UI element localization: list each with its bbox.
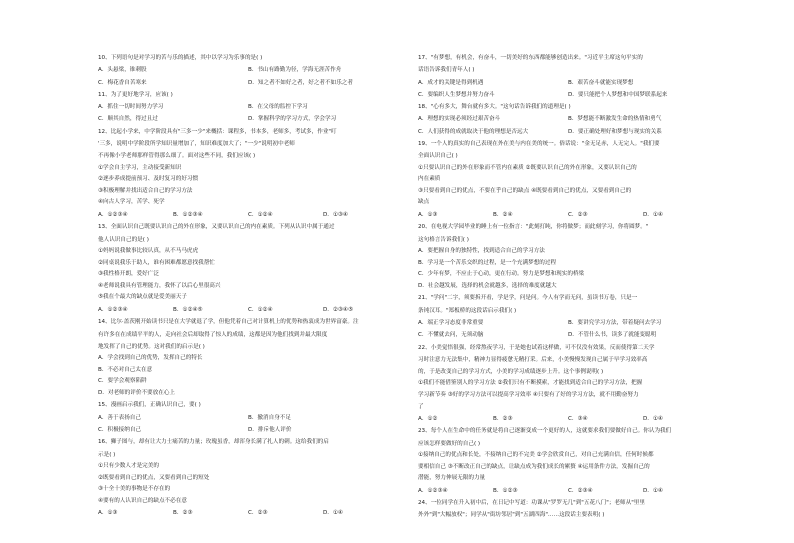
q12-option-a[interactable]: A．①②③④ bbox=[98, 212, 128, 219]
q13-stem-line1: 13、全面认识自己既要认识自己的外在形象，又要认识自己的内在素质。下列从认识中属于通过 bbox=[98, 224, 335, 231]
left-column bbox=[98, 52, 398, 520]
q10-options-row1 bbox=[98, 64, 398, 76]
q11-option-d[interactable]: D．掌握科学的学习方式，学会学习 bbox=[248, 116, 337, 123]
q19-option-a[interactable]: A．①③ bbox=[418, 212, 438, 219]
q22-options bbox=[418, 413, 718, 425]
q17-option-a[interactable]: A．成才的关键是得到机遇 bbox=[418, 79, 484, 86]
q19-item: 缺点 bbox=[418, 199, 430, 206]
q22-item: 了 bbox=[418, 403, 424, 410]
q13-option-b[interactable]: B．①②④⑤ bbox=[173, 306, 203, 313]
q20-option-c[interactable]: C．少年有梦，不应止于心动，更在行动。努力是梦想和现实的桥梁 bbox=[418, 271, 585, 278]
q22-option-d[interactable]: D．①④ bbox=[643, 416, 663, 423]
q19-stem-line1: 19、一个人的真实的自己表现在外在美与内在美的统一。俗话说："金无足赤，人无完人。"我们要 bbox=[418, 141, 660, 148]
q20-stem-line1: 20、在电视大学园毕业的睡上有一位指言："此刻打盹，你将做梦；而此刻学习，你将圆梦。" bbox=[418, 224, 649, 231]
q12-stem-line3: 不再像小学老师那样管得那么细了。面对这些不同，我们应该( ) bbox=[98, 153, 256, 160]
q18-option-b[interactable]: B．梦想能不断激发生命的热情和勇气 bbox=[568, 116, 662, 123]
q18-option-d[interactable]: D．要正确处理好和梦想与现实的关系 bbox=[568, 128, 662, 135]
q13-item: ⑤我在个最大的缺点就是爱美丽天子 bbox=[98, 294, 187, 301]
q23-item: ①接纳自己的优点和长处，不接纳自己的不完美 ②学会欣赏自己，对自己充满自信，任何时候都 bbox=[418, 452, 654, 459]
q22-stem-line2: 习时注意力无法集中，精神力显得疲惫无精打采。后来，小美慢慢发现自己属于早学习效率高 bbox=[418, 356, 648, 363]
q24-stem-line1: 24、一位同学在升入初中后，在日记中写道：功课从"罗罗无几"到"五花八门"；老师从"里里 bbox=[418, 500, 645, 507]
q15-options-row2 bbox=[98, 424, 398, 436]
q15-option-c[interactable]: C．积极接纳自己 bbox=[98, 427, 142, 434]
q15-option-d[interactable]: D．排斥他人评价 bbox=[248, 427, 292, 434]
q23-item: 要相信自己 ③不断改正自己的缺点，让缺点成为我们成长的累赘 ④运用条件方法，发掘自己的 bbox=[418, 463, 650, 470]
right-column bbox=[418, 52, 718, 522]
q17-option-b[interactable]: B．艰苦奋斗就能实现梦想 bbox=[568, 79, 634, 86]
q16-item: ①只有少数人才是完美的 bbox=[98, 462, 159, 469]
q19-item: ①只要认识自己的外在形象而不管内在素质 ②既要认识自己的外在形象，又要认识自己的 bbox=[418, 164, 637, 171]
q12-option-b[interactable]: B．①②③④ bbox=[173, 212, 203, 219]
q18-options-row1 bbox=[418, 113, 718, 125]
q10-stem: 10、下列语句是对学习的苦与乐的描述，其中以学习为乐事的是( ) bbox=[98, 55, 263, 61]
q19-option-c[interactable]: C．②③ bbox=[568, 212, 588, 219]
q12-option-d[interactable]: D．①③④ bbox=[323, 212, 348, 219]
q15-options-row1 bbox=[98, 412, 398, 424]
q13-item: ①妈妈说我做事比较认真，从不马马虎虎 bbox=[98, 247, 199, 254]
q21-option-c[interactable]: C．不懂就去问，无须动脑 bbox=[418, 332, 484, 339]
q23-option-b[interactable]: B．①②③ bbox=[493, 487, 518, 494]
q22-item: ①我们不能借鉴别人的学习方法 ②我们只有不断摸索，才能找到适合自己的学习方法，把握 bbox=[418, 380, 643, 387]
q13-item: ③我性格开朗，爱好广泛 bbox=[98, 271, 159, 278]
q19-item: ③只要看到自己的优点，不要在乎自己的缺点 ④既要看到自己的优点，又要看到自己的 bbox=[418, 187, 632, 194]
q12-item: ①学会自主学习，主动接受新知识 bbox=[98, 164, 182, 171]
q20-stem-line2: 这句格言告诉我们( ) bbox=[418, 236, 469, 243]
q16-option-d[interactable]: D．①④ bbox=[323, 510, 343, 517]
q22-option-b[interactable]: B．②③ bbox=[493, 416, 513, 423]
q10-options-row2 bbox=[98, 77, 398, 89]
q16-item: ②既要看到自己的优点，又要看到自己的短处 bbox=[98, 474, 210, 481]
q22-stem-line3: 的，于是改变自己的学习方式，小美的学习成绩逐步上升。这个事例说明( ) bbox=[418, 369, 604, 376]
q16-options bbox=[98, 507, 398, 519]
q13-option-c[interactable]: C．①②④ bbox=[248, 306, 273, 313]
q16-option-a[interactable]: A．①③ bbox=[98, 510, 118, 517]
q18-option-c[interactable]: C．人们获得的成就取决于他的理想是否远大 bbox=[418, 128, 529, 135]
q16-item: ③十全十美的事物是不存在的 bbox=[98, 486, 171, 493]
q19-item: 内在素质 bbox=[418, 176, 441, 183]
q21-option-d[interactable]: D．不管什么书，读多了就能变聪明 bbox=[568, 332, 657, 339]
q17-options-row2 bbox=[418, 89, 718, 101]
q13-item: ④老师说我具有管理能力，我怀了以后心里很高兴 bbox=[98, 282, 221, 289]
q23-stem-line1: 23、每个人在生命中的任务就是将自己逐渐变成一个更好的人，这就要求我们要做好自己。你认为我们 bbox=[418, 428, 672, 435]
q13-option-d[interactable]: D．②③④⑤ bbox=[323, 306, 353, 313]
q19-stem-line2: 全面认识自己( ) bbox=[418, 153, 458, 160]
q22-stem-line1: 22、小美觉悟很强，经常熬夜学习，于是她也试着这样做，可不仅没有效果，反而使得第二天学 bbox=[418, 344, 655, 351]
q15-stem: 15、漫画启示我们，正确认识自己，要( ) bbox=[98, 402, 201, 409]
q23-option-d[interactable]: D．①④ bbox=[643, 487, 663, 494]
q13-options bbox=[98, 304, 398, 316]
q15-option-a[interactable]: A．善于表扬自己 bbox=[98, 414, 141, 421]
q23-option-a[interactable]: A．①②③④ bbox=[418, 487, 448, 494]
q17-option-c[interactable]: C．要编织人生梦想并努力奋斗 bbox=[418, 91, 495, 98]
q22-item: 学习新节奏 ③好的学习方法可以提高学习效率 ④只要有了好的学习方法，就不用勤奋努力 bbox=[418, 391, 639, 398]
q17-stem-line1: 17、"有梦想，有机会，有奋斗，一切美好的东西都能够创造出来。"习近平主席这句平实的 bbox=[418, 55, 643, 61]
q14-option-a[interactable]: A．学会找到自己的优势，发挥自己的特长 bbox=[98, 355, 203, 362]
q10-option-d[interactable]: D．知之者不如好之者，好之者不如乐之者 bbox=[248, 79, 353, 86]
q16-stem-line2: 示是( ) bbox=[98, 451, 116, 458]
q12-item: ④向古人学习，苦学、死学 bbox=[98, 199, 165, 206]
q10-option-a[interactable]: A．头悬梁，锥刺股 bbox=[98, 67, 147, 74]
q12-stem-line1: 12、比起小学来，中学阶段具有"三多一少"来概括：课程多，书本多，老师多，考试多，作业"叮 bbox=[98, 128, 337, 135]
q17-stem-line2: 话语告诉我们青年人( ) bbox=[418, 67, 475, 74]
q11-options-row2 bbox=[98, 113, 398, 125]
q16-option-b[interactable]: B．②③ bbox=[173, 510, 193, 517]
q14-stem-line1: 14、比尔·盖茨刚开始读书只是在大学就退了学，但他凭着自己对计算机上的优势和热衷成为世界富豪。注 bbox=[98, 319, 359, 326]
q14-stem-line2: 有许多在在成绩平平的人，走向社会后却取得了惊人的成绩，这都是因为他们找到并最大限度 bbox=[98, 331, 328, 338]
q18-options-row2 bbox=[418, 126, 718, 138]
q23-options bbox=[418, 485, 718, 497]
q17-option-d[interactable]: D．要只能把个人梦想和中国梦联系起来 bbox=[568, 91, 668, 98]
q19-option-b[interactable]: B．②④ bbox=[493, 212, 513, 219]
q21-stem-line1: 21、"学问"二字，须要拆开看，学是学，问是问。今人有学而无问，虽读书万卷，只是一 bbox=[418, 295, 638, 302]
q23-stem-line2: 应该怎样要做好的自己( ) bbox=[418, 440, 481, 447]
q19-options bbox=[418, 209, 718, 221]
q22-option-c[interactable]: C．③④ bbox=[568, 416, 588, 423]
q14-stem-line3: 地发挥了自己的优势。这对我们的启示是( ) bbox=[98, 343, 205, 350]
q17-options-row1 bbox=[418, 77, 718, 89]
q12-option-c[interactable]: C．①②④ bbox=[248, 212, 273, 219]
q14-option-d[interactable]: D．对老师的评价不要放在心上 bbox=[98, 389, 176, 396]
q13-stem-line2: 他人认识自己的是( ) bbox=[98, 236, 149, 243]
q11-option-b[interactable]: B．在父母的监控下学习 bbox=[248, 104, 308, 111]
q12-item: ③积极理解并找出适合自己的学习方法 bbox=[98, 187, 193, 194]
q16-item: ④要有的人认识自己的缺点不必在意 bbox=[98, 497, 187, 504]
q18-stem: 18、"心有多大，舞台就有多大。"这句话告诉我们的道理是( ) bbox=[418, 104, 571, 111]
q12-stem-line2: '三多，说明中学阶段所学知识量增加了，知识难度加大了；"一少"说明初中老师 bbox=[98, 141, 295, 148]
q11-option-a[interactable]: A．抓住一切时间努力学习 bbox=[98, 104, 164, 111]
q20-option-a[interactable]: A．要把握自身的独特性，找到适合自己的学习方法 bbox=[418, 247, 545, 254]
q13-option-a[interactable]: A．①②③④ bbox=[98, 306, 128, 313]
q22-option-a[interactable]: A．①② bbox=[418, 416, 438, 423]
q13-item: ②同桌说我乐于助人，谁有困难都愿意找我帮忙 bbox=[98, 259, 215, 266]
q16-option-c[interactable]: C．②③ bbox=[248, 510, 268, 517]
q21-options-row1 bbox=[418, 317, 718, 329]
q21-option-b[interactable]: B．要讲究学习方法，带着疑问去学习 bbox=[568, 319, 662, 326]
q23-item: 潜能，努力伸展无限的力量 bbox=[418, 475, 486, 482]
q12-item: ②逐步养成提前预习、及时复习的好习惯 bbox=[98, 176, 199, 183]
q20-option-d[interactable]: D．社会越发展，选择的机会就越多，选择的难度就越大 bbox=[418, 282, 557, 289]
q19-option-d[interactable]: D．①④ bbox=[643, 212, 663, 219]
q16-stem-line1: 16、狮子图与，却有让大力士痛苦的力量；玫瑰虽香，却浑身长满了扎人的刺。这给我们的启 bbox=[98, 439, 329, 446]
q14-option-c[interactable]: C．要学会观察陷阱 bbox=[98, 378, 147, 385]
q14-option-b[interactable]: B．不必对自己太在意 bbox=[98, 366, 153, 373]
q12-options bbox=[98, 209, 398, 221]
q24-stem-line2: 外外"到"大幅放权"；同学从"街坊邻居"到"五湖四海"……这段话主要表明( ) bbox=[418, 512, 605, 519]
q23-option-c[interactable]: C．②③④ bbox=[568, 487, 593, 494]
q11-options-row1 bbox=[98, 101, 398, 113]
q11-stem: 11、为了更好地学习，应该( ) bbox=[98, 91, 173, 98]
q15-option-b[interactable]: B．撤消自身不足 bbox=[248, 414, 291, 421]
q10-option-b[interactable]: B．书山有路勤为径，学海无涯苦作舟 bbox=[248, 67, 342, 74]
q21-stem-line2: 条钝汉耳。"郑板桥的这段话启示我们( ) bbox=[418, 307, 517, 314]
q10-option-c[interactable]: C．梅花香自苦寒来 bbox=[98, 79, 147, 86]
q21-option-a[interactable]: A．端正学习态度非常重要 bbox=[418, 319, 484, 326]
q18-option-a[interactable]: A．理想的实现必须经过艰苦奋斗 bbox=[418, 116, 501, 123]
q11-option-c[interactable]: C．顺其自然，得过且过 bbox=[98, 116, 158, 123]
q21-options-row2 bbox=[418, 329, 718, 341]
q20-option-b[interactable]: B．学习是一个苦乐交织的过程，是一个充满梦想的过程 bbox=[418, 259, 557, 266]
